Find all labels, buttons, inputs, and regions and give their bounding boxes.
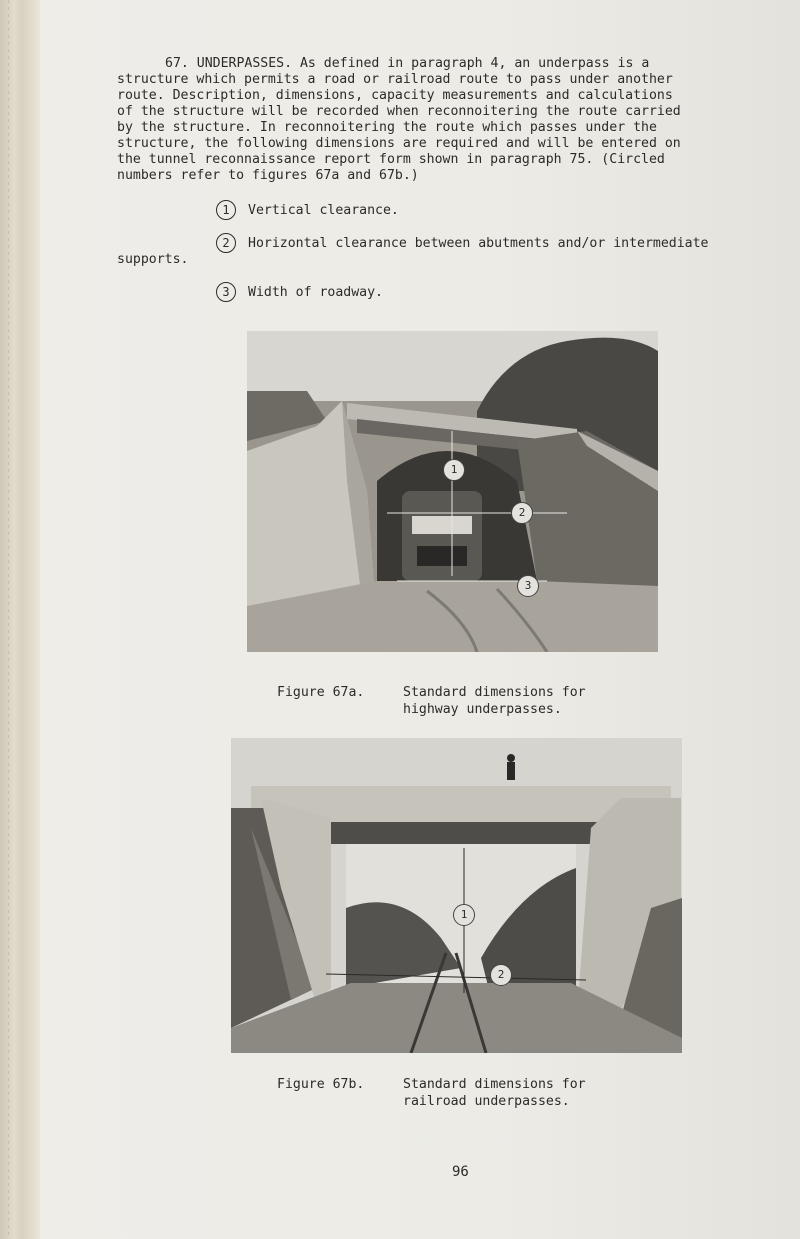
marker-3: 3 [517,575,539,597]
list-item-text: Width of roadway. [248,285,383,300]
highway-underpass-image [247,331,658,652]
figure-67a-caption-line1: Standard dimensions for [403,685,586,700]
paragraph-line: route. Description, dimensions, capacity measurements and calculations [117,88,673,103]
paragraph-line: structure which permits a road or railroad route to pass under another [117,72,673,87]
marker-1: 1 [443,459,465,481]
figure-67a-photo [247,331,658,652]
marker-2: 2 [490,964,512,986]
paragraph-line: of the structure will be recorded when reconnoitering the route carried [117,104,681,119]
figure-67b-photo [231,738,682,1053]
figure-67b-caption-line2: railroad underpasses. [403,1094,570,1109]
marker-2: 2 [511,502,533,524]
figure-67b-caption-label: Figure 67b. [277,1077,365,1092]
figure-67a-caption-line2: highway underpasses. [403,702,562,717]
railroad-underpass-image [231,738,682,1053]
list-item-text: Horizontal clearance between abutments and/or intermediate [248,236,709,251]
paragraph-line: by the structure. In reconnoitering the route which passes under the [117,120,657,135]
marker-1: 1 [453,904,475,926]
list-item-continuation: supports. [117,252,189,267]
page-number: 96 [452,1164,469,1180]
circled-number: 3 [216,282,236,302]
circled-number: 1 [216,200,236,220]
paragraph-line: the tunnel reconnaissance report form shown in paragraph 75. (Circled [117,152,665,167]
book-binding [0,0,40,1239]
list-item-roadway-width [216,282,383,302]
paragraph-line: structure, the following dimensions are required and will be entered on [117,136,681,151]
list-item-text: Vertical clearance. [248,203,399,218]
figure-67a-caption-label: Figure 67a. [277,685,365,700]
paragraph-line: 67. UNDERPASSES. As defined in paragraph 4, an underpass is a [165,56,650,71]
circled-number: 2 [216,233,236,253]
paragraph-line: numbers refer to figures 67a and 67b.) [117,168,419,183]
figure-67b-caption-line1: Standard dimensions for [403,1077,586,1092]
list-item-vertical-clearance [216,200,399,220]
list-item-horizontal-clearance [216,233,709,253]
